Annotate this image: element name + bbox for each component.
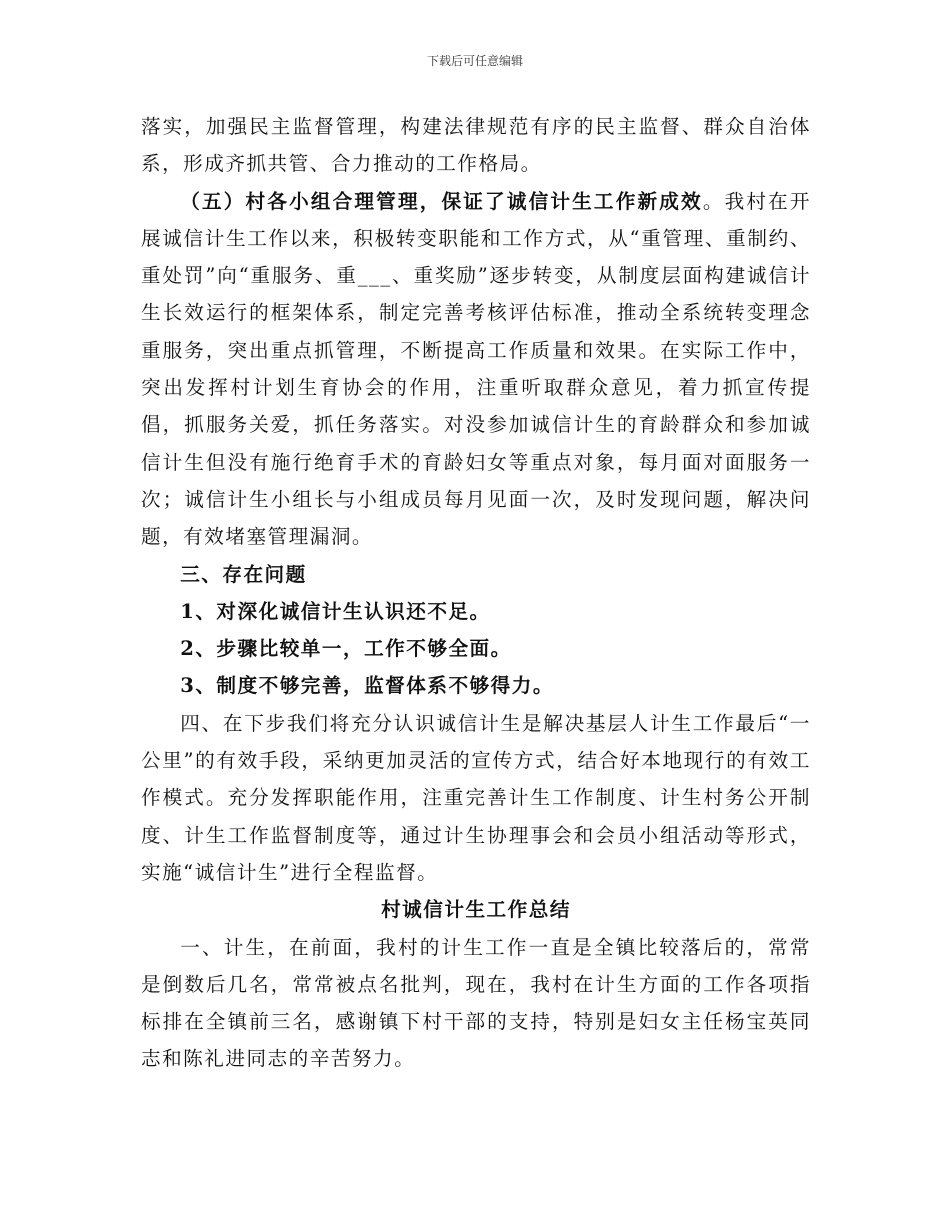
section-five-body: 。我村在开展诚信计生工作以来，积极转变职能和工作方式，从“重管理、重制约、重处罚”向“重服务、重___、重奖励”逐步转变，从制度层面构建诚信计生长效运行的框架体系，制定完善考核评估标准，推动全系统转变理念重服务，突出重点抓管理，不断提高工作质量和效果。在实际工作中，突出发挥村计划生育协会的作用，注重听取群众意见，着力抓宣传提倡，抓服务关爱，抓任务落实。对没参加诚信计生的育龄群众和参加诚信计生但没有施行绝育手术的育龄妇女等重点对象，每月面对面服务一次；诚信计生小组长与小组成员每月见面一次，及时发现问题，解决问题，有效堵塞管理漏洞。 [141,189,812,549]
paragraph-summary-one: 一、计生，在前面，我村的计生工作一直是全镇比较落后的，常常是倒数后几名，常常被点名批判，现在，我村在计生方面的工作各项指标排在全镇前三名，感谢镇下村干部的支持，特别是妇女主任杨宝英同志和陈礼进同志的辛苦努力。 [141,935,811,1071]
document-title: 村诚信计生工作总结 [381,898,571,922]
paragraph-continuation: 落实，加强民主监督管理，构建法律规范有序的民主监督、群众自治体系，形成齐抓共管、合力推动的工作格局。 [141,115,811,176]
paragraph-next-steps: 四、在下步我们将充分认识诚信计生是解决基层人计生工作最后“一公里”的有效手段，采纳更加灵活的宣传方式，结合好本地现行的有效工作模式。充分发挥职能作用，注重完善计生工作制度、计生村务公开制度、计生工作监督制度等，通过计生协理事会和会员小组活动等形式，实施“诚信计生”进行全程监督。 [141,711,811,884]
document-body [141,108,811,1078]
paragraph-section-five [141,183,811,556]
problem-item-2: 2、步骤比较单一，工作不够全面。 [180,637,512,661]
problem-item-3: 3、制度不够完善，监督体系不够得力。 [180,674,554,698]
heading-problems: 三、存在问题 [180,562,307,586]
problem-item-1: 1、对深化诚信计生认识还不足。 [180,599,491,623]
page-header: 下载后可任意编辑 [426,54,523,68]
section-five-heading: （五）村各小组合理管理，保证了诚信计生工作新成效 [180,189,703,213]
